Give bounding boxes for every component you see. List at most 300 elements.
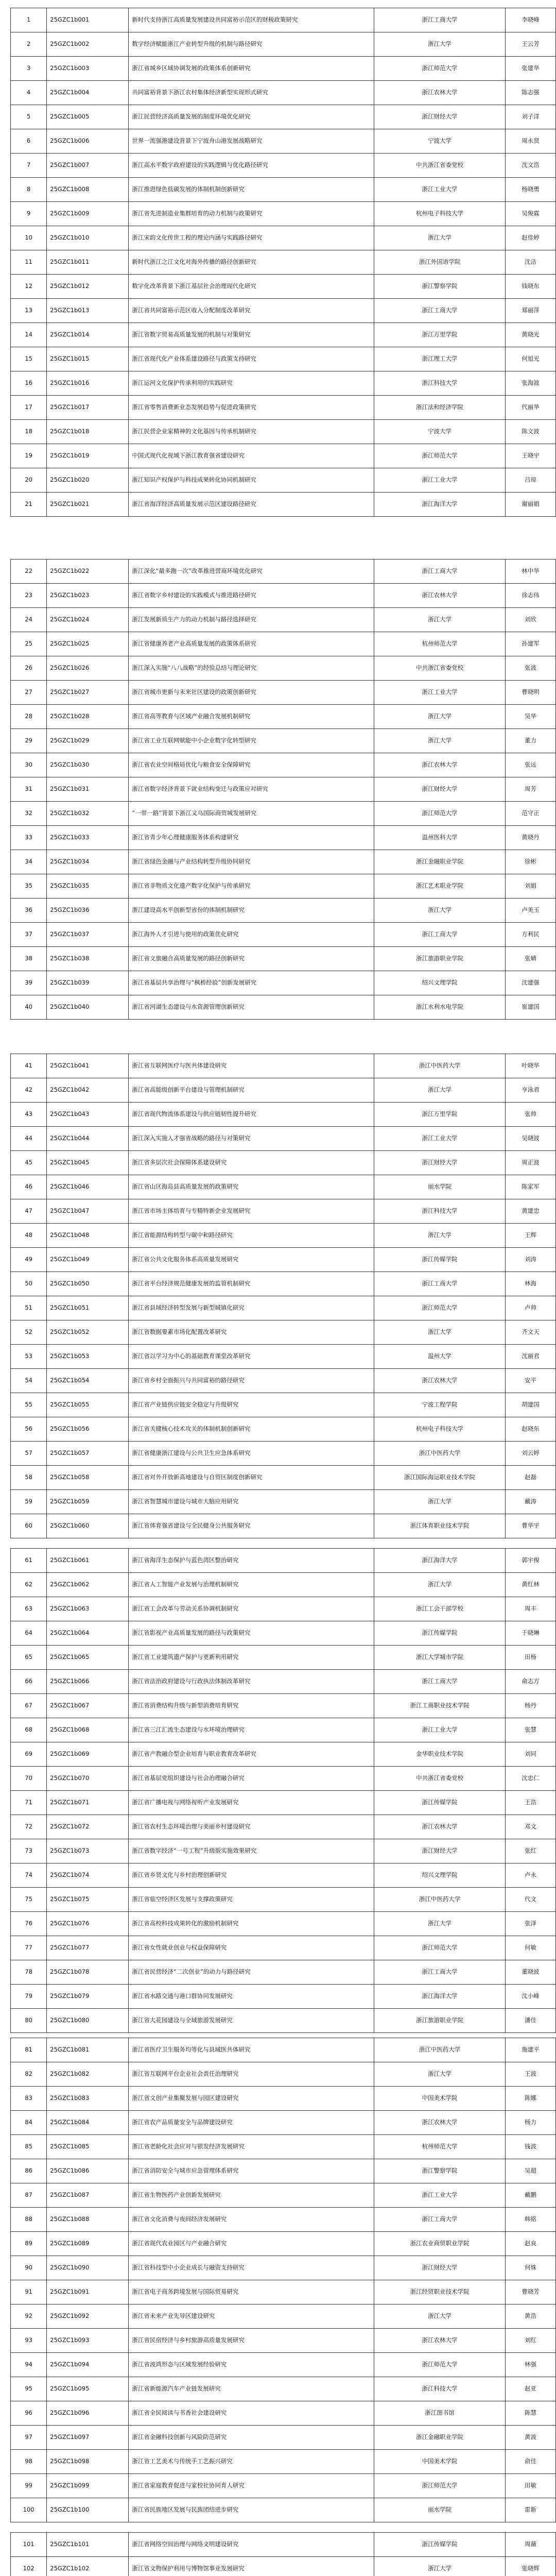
project-code: 25GZC1b037 — [47, 923, 129, 947]
project-code: 25GZC1b004 — [47, 81, 129, 105]
row-number: 73 — [11, 1839, 47, 1863]
table-row — [11, 923, 556, 947]
institution: 浙江师范大学 — [374, 1936, 506, 1960]
project-title: 浙江省文创产业集聚发展与园区建设研究 — [129, 2087, 374, 2111]
table-row — [11, 1597, 556, 1621]
project-title: 浙江省海洋生态保护与蓝色湾区整治研究 — [129, 1549, 374, 1573]
row-number: 40 — [11, 995, 47, 1020]
project-title: 浙江省法治政府建设与行政执法体制改革研究 — [129, 1670, 374, 1694]
project-title: 浙江省数字经济“一号工程”升级版实施效果研究 — [129, 1839, 374, 1863]
project-title: 浙江省数据要素市场化配置改革研究 — [129, 1320, 374, 1345]
table-row — [11, 2232, 556, 2256]
project-code: 25GZC1b082 — [47, 2062, 129, 2087]
table-row — [11, 2135, 556, 2159]
row-number: 12 — [11, 275, 47, 299]
project-leader: 张红 — [506, 1839, 556, 1863]
institution: 浙江工会干部学校 — [374, 1597, 506, 1621]
institution: 浙江警察学院 — [374, 275, 506, 299]
project-leader: 代文 — [506, 1888, 556, 1912]
table-row — [11, 226, 556, 250]
project-title: 浙江民营经济高质量发展的制度环境优化研究 — [129, 105, 374, 129]
project-leader: 谢丽娟 — [505, 493, 555, 517]
project-leader: 徐志伟 — [506, 584, 556, 608]
table-row — [11, 705, 556, 729]
project-leader: 刘云婷 — [505, 1442, 555, 1466]
table-row — [11, 560, 556, 584]
institution: 浙江大学 — [374, 1320, 506, 1345]
table-row — [11, 2111, 556, 2135]
project-leader: 曹晓明 — [506, 681, 556, 705]
project-title: 浙江省电子商务跨境发展与国际贸易研究 — [129, 2280, 374, 2304]
project-code: 25GZC1b017 — [47, 396, 129, 420]
row-number: 76 — [11, 1912, 47, 1936]
project-title: 浙江省体育强省建设与全民健身公共服务研究 — [129, 1514, 374, 1538]
row-number: 98 — [11, 2450, 47, 2474]
table-row — [11, 584, 556, 608]
table-row — [11, 1621, 556, 1646]
table-row — [11, 2304, 556, 2329]
project-code: 25GZC1b058 — [47, 1466, 129, 1490]
project-code: 25GZC1b071 — [47, 1791, 129, 1815]
project-code: 25GZC1b091 — [47, 2280, 129, 2304]
table-row — [11, 1466, 556, 1490]
row-number: 48 — [11, 1224, 47, 1248]
project-code: 25GZC1b030 — [47, 753, 129, 777]
row-number: 41 — [11, 1054, 47, 1078]
row-number: 25 — [11, 632, 47, 656]
institution: 浙江艺术职业学院 — [374, 874, 506, 899]
institution: 杭州师范大学 — [374, 632, 506, 656]
project-code: 25GZC1b012 — [47, 275, 129, 299]
table-row — [11, 2256, 556, 2280]
project-title: 浙江省非物质文化遗产数字化保护与传承研究 — [129, 874, 374, 899]
project-leader: 赵亚 — [505, 2377, 555, 2401]
project-title: 浙江省工业建筑遗产保护与更新利用研究 — [129, 1646, 374, 1670]
project-title: 浙江省绿色金融与产业结构转型升级协同研究 — [129, 850, 374, 874]
project-leader: 赵良 — [505, 2232, 555, 2256]
project-title: 浙江高水平数字政府建设的实践逻辑与优化路径研究 — [129, 154, 374, 178]
project-code: 25GZC1b032 — [47, 802, 129, 826]
project-leader: 叶晓华 — [505, 1054, 555, 1078]
project-leader: 张海波 — [505, 371, 555, 396]
project-code: 25GZC1b073 — [47, 1839, 129, 1863]
table-row — [11, 971, 556, 995]
project-leader: 黄晓丹 — [506, 826, 556, 850]
institution: 浙江海洋大学 — [374, 1549, 506, 1573]
row-number: 52 — [11, 1320, 47, 1345]
institution: 浙江外国语学院 — [374, 250, 506, 275]
project-title: 浙江省市场主体培育与专精特新企业发展研究 — [129, 1199, 374, 1224]
table-row — [11, 347, 556, 371]
project-leader: 张慧 — [506, 1718, 556, 1742]
institution: 宁波大学 — [374, 129, 506, 154]
table-row — [11, 1345, 556, 1369]
project-code: 25GZC1b060 — [47, 1514, 129, 1538]
project-code: 25GZC1b072 — [47, 1815, 129, 1839]
institution: 浙江图书馆 — [374, 2401, 506, 2426]
project-leader: 孙建军 — [506, 632, 556, 656]
table-row — [11, 2450, 556, 2474]
project-code: 25GZC1b003 — [47, 57, 129, 81]
project-leader: 俞佳 — [505, 2450, 555, 2474]
project-leader: 林强 — [505, 2353, 555, 2377]
institution: 浙江海洋大学 — [374, 493, 506, 517]
project-code: 25GZC1b099 — [47, 2474, 129, 2498]
project-title: 浙江省工业互联网赋能中小企业数字化转型研究 — [129, 729, 374, 753]
row-number: 90 — [11, 2256, 47, 2280]
row-number: 87 — [11, 2183, 47, 2208]
row-number: 86 — [11, 2159, 47, 2183]
project-title: 浙江省数字经济背景下就业结构变迁与政策应对研究 — [129, 777, 374, 802]
project-code: 25GZC1b080 — [47, 2009, 129, 2033]
institution: 浙江中医药大学 — [374, 1054, 506, 1078]
row-number: 79 — [11, 1985, 47, 2009]
row-number: 72 — [11, 1815, 47, 1839]
row-number: 65 — [11, 1646, 47, 1670]
table-row — [11, 1960, 556, 1985]
row-number: 19 — [11, 444, 47, 468]
project-title: 浙江省数字乡村建设的实践模式与推进路径研究 — [129, 584, 374, 608]
institution: 浙江财经大学 — [374, 1839, 506, 1863]
institution: 浙江传媒学院 — [374, 1621, 506, 1646]
institution: 浙江财经大学 — [374, 105, 506, 129]
project-leader: 郑丽萍 — [505, 299, 555, 323]
project-code: 25GZC1b026 — [47, 656, 129, 681]
project-code: 25GZC1b078 — [47, 1960, 129, 1985]
institution: 浙江科技大学 — [374, 2377, 506, 2401]
table-row — [11, 2377, 556, 2401]
project-code: 25GZC1b014 — [47, 323, 129, 347]
project-leader: 卢永 — [506, 1863, 556, 1888]
table-row — [11, 202, 556, 226]
row-number: 9 — [11, 202, 47, 226]
project-code: 25GZC1b008 — [47, 178, 129, 202]
table-row — [11, 1791, 556, 1815]
table-row — [11, 2280, 556, 2304]
project-title: 浙江省新能源汽车产业链发展研究 — [129, 2377, 374, 2401]
project-title: 世界一流强港建设背景下宁波舟山港发展战略研究 — [129, 129, 374, 154]
institution: 浙江金融职业学院 — [374, 2426, 506, 2450]
project-leader: 沈忠仁 — [506, 1767, 556, 1791]
project-leader: 黄晓光 — [505, 323, 555, 347]
row-number: 56 — [11, 1417, 47, 1442]
project-code: 25GZC1b010 — [47, 226, 129, 250]
table-row — [11, 1442, 556, 1466]
project-table — [10, 1054, 556, 1538]
institution: 浙江大学 — [374, 899, 506, 923]
project-leader: 吴晓波 — [505, 1127, 555, 1151]
project-title: 浙江省女性就业创业与权益保障研究 — [129, 1936, 374, 1960]
project-code: 25GZC1b095 — [47, 2377, 129, 2401]
project-code: 25GZC1b013 — [47, 299, 129, 323]
table-row — [11, 1936, 556, 1960]
project-leader: 张波 — [506, 656, 556, 681]
project-leader: 王云芳 — [505, 32, 555, 57]
institution: 浙江师范大学 — [374, 57, 506, 81]
row-number: 96 — [11, 2401, 47, 2426]
project-title: 浙江省现代物流体系建设与供应链韧性提升研究 — [129, 1103, 374, 1127]
row-number: 63 — [11, 1597, 47, 1621]
table-row — [11, 947, 556, 971]
project-leader: 代丽华 — [505, 396, 555, 420]
project-code: 25GZC1b092 — [47, 2304, 129, 2329]
institution: 浙江国际海运职业技术学院 — [374, 1466, 506, 1490]
project-leader: 刘同 — [506, 1742, 556, 1767]
project-leader: 张泽 — [506, 1912, 556, 1936]
institution: 浙江财经大学 — [374, 2256, 506, 2280]
project-table — [10, 2038, 556, 2522]
row-number: 80 — [11, 2009, 47, 2033]
table-row — [11, 1815, 556, 1839]
table-row — [11, 1054, 556, 1078]
row-number: 32 — [11, 802, 47, 826]
table-row — [11, 371, 556, 396]
project-code: 25GZC1b102 — [47, 2557, 129, 2576]
row-number: 97 — [11, 2426, 47, 2450]
project-leader: 周芳 — [506, 777, 556, 802]
table-row — [11, 178, 556, 202]
table-row — [11, 81, 556, 105]
project-title: 浙江省能源结构转型与碳中和路径研究 — [129, 1224, 374, 1248]
project-leader: 周正波 — [505, 1151, 555, 1175]
row-number: 26 — [11, 656, 47, 681]
project-leader: 王波 — [505, 2062, 555, 2087]
institution: 浙江工业大学 — [374, 468, 506, 493]
project-leader: 周丰 — [506, 1597, 556, 1621]
project-leader: 杨丹 — [506, 1694, 556, 1718]
project-code: 25GZC1b079 — [47, 1985, 129, 2009]
project-leader: 曹晓芳 — [505, 2280, 555, 2304]
institution: 浙江工商大学 — [374, 560, 506, 584]
project-title: 浙江省金融科技创新与风险防范研究 — [129, 2426, 374, 2450]
project-leader: 刘子洋 — [505, 105, 555, 129]
project-code: 25GZC1b016 — [47, 371, 129, 396]
institution: 浙江农林大学 — [374, 81, 506, 105]
project-leader: 吴俊霖 — [505, 202, 555, 226]
row-number: 89 — [11, 2232, 47, 2256]
institution: 绍兴文理学院 — [374, 971, 506, 995]
institution: 浙江大学 — [374, 729, 506, 753]
project-leader: 赵晓东 — [505, 1417, 555, 1442]
row-number: 50 — [11, 1272, 47, 1296]
project-leader: 曹华宇 — [505, 1514, 555, 1538]
table-row — [11, 1248, 556, 1272]
institution: 浙江大学 — [374, 2062, 506, 2087]
project-title: 浙江省临空经济区发展与支撑政策研究 — [129, 1888, 374, 1912]
project-title: 浙江省消防安全与城市应急管理体系研究 — [129, 2159, 374, 2183]
row-number: 13 — [11, 299, 47, 323]
table-row — [11, 1573, 556, 1597]
institution: 杭州师范大学 — [374, 2135, 506, 2159]
institution: 浙江万里学院 — [374, 1103, 506, 1127]
table-row — [11, 1694, 556, 1718]
row-number: 20 — [11, 468, 47, 493]
row-number: 51 — [11, 1296, 47, 1320]
table-row — [11, 32, 556, 57]
row-number: 93 — [11, 2329, 47, 2353]
project-code: 25GZC1b061 — [47, 1549, 129, 1573]
row-number: 10 — [11, 226, 47, 250]
institution: 浙江大学 — [374, 1078, 506, 1103]
project-title: 浙江省基层共享治理与“枫桥经验”创新发展研究 — [129, 971, 374, 995]
institution: 浙江工商大学 — [374, 2208, 506, 2232]
institution: 中共浙江省委党校 — [374, 656, 506, 681]
project-code: 25GZC1b024 — [47, 608, 129, 632]
institution: 浙江万里学院 — [374, 323, 506, 347]
project-title: 浙江省影视产业高质量发展的路径与政策研究 — [129, 1621, 374, 1646]
row-number: 92 — [11, 2304, 47, 2329]
project-leader: 赵佳婷 — [505, 226, 555, 250]
institution: 浙江科技大学 — [374, 1199, 506, 1224]
row-number: 4 — [11, 81, 47, 105]
table-row — [11, 608, 556, 632]
project-leader: 陈文波 — [505, 420, 555, 444]
project-leader: 徐彬 — [506, 850, 556, 874]
row-number: 6 — [11, 129, 47, 154]
project-code: 25GZC1b015 — [47, 347, 129, 371]
project-title: 浙江省农业空间格局优化与粮食安全保障研究 — [129, 753, 374, 777]
institution: 浙江师范大学 — [374, 1296, 506, 1320]
project-code: 25GZC1b036 — [47, 899, 129, 923]
institution: 浙江金融职业学院 — [374, 850, 506, 874]
project-leader: 齐文天 — [505, 1320, 555, 1345]
institution: 浙江大学 — [374, 1912, 506, 1936]
table-row — [11, 129, 556, 154]
row-number: 1 — [11, 8, 47, 32]
table-row — [11, 468, 556, 493]
project-code: 25GZC1b052 — [47, 1320, 129, 1345]
project-title: 浙江省高能级创新平台建设与管理机制研究 — [129, 1078, 374, 1103]
row-number: 54 — [11, 1369, 47, 1393]
institution: 浙江海洋大学 — [374, 1985, 506, 2009]
table-row — [11, 1718, 556, 1742]
row-number: 17 — [11, 396, 47, 420]
project-code: 25GZC1b031 — [47, 777, 129, 802]
project-code: 25GZC1b090 — [47, 2256, 129, 2280]
project-leader: 陈家军 — [505, 1175, 555, 1199]
institution: 浙江农林大学 — [374, 753, 506, 777]
institution: 浙江大学 — [374, 608, 506, 632]
project-code: 25GZC1b041 — [47, 1054, 129, 1078]
institution: 浙江体育职业技术学院 — [374, 1514, 506, 1538]
table-row — [11, 1272, 556, 1296]
row-number: 99 — [11, 2474, 47, 2498]
project-title: 浙江省医疗卫生服务均等化与县域医共体研究 — [129, 2038, 374, 2062]
table-row — [11, 826, 556, 850]
project-leader: 董晓波 — [506, 1960, 556, 1985]
project-title: 浙江省共同富裕示范区收入分配制度改革研究 — [129, 299, 374, 323]
table-row — [11, 995, 556, 1020]
project-title: 浙江省农村生态环境治理与美丽乡村建设研究 — [129, 1815, 374, 1839]
institution: 中国美术学院 — [374, 2087, 506, 2111]
institution: 浙江大学 — [374, 2557, 506, 2576]
project-title: 浙江省海洋经济高质量发展示范区建设路径研究 — [129, 493, 374, 517]
table-row — [11, 323, 556, 347]
institution: 中共浙江省委党校 — [374, 1767, 506, 1791]
table-row — [11, 2401, 556, 2426]
project-code: 25GZC1b050 — [47, 1272, 129, 1296]
row-number: 42 — [11, 1078, 47, 1103]
project-title: 浙江省城乡区域协调发展的政策体系创新研究 — [129, 57, 374, 81]
project-code: 25GZC1b096 — [47, 2401, 129, 2426]
row-number: 47 — [11, 1199, 47, 1224]
project-code: 25GZC1b077 — [47, 1936, 129, 1960]
row-number: 62 — [11, 1573, 47, 1597]
project-code: 25GZC1b011 — [47, 250, 129, 275]
table-row — [11, 1199, 556, 1224]
project-title: 浙江宋韵文化传世工程的理论内涵与实践路径研究 — [129, 226, 374, 250]
table-row — [11, 656, 556, 681]
row-number: 66 — [11, 1670, 47, 1694]
institution: 浙江工业大学 — [374, 681, 506, 705]
row-number: 83 — [11, 2087, 47, 2111]
project-title: 浙江省县域经济转型发展与新型城镇化研究 — [129, 1296, 374, 1320]
institution: 浙江工商职业技术学院 — [374, 1694, 506, 1718]
project-leader: 范守正 — [506, 802, 556, 826]
project-code: 25GZC1b038 — [47, 947, 129, 971]
row-number: 69 — [11, 1742, 47, 1767]
project-title: 浙江省山区海岛县高质量发展的政策研究 — [129, 1175, 374, 1199]
project-code: 25GZC1b076 — [47, 1912, 129, 1936]
institution: 浙江工业大学 — [374, 1127, 506, 1151]
project-code: 25GZC1b027 — [47, 681, 129, 705]
project-title: 浙江省河湖生态建设与水资源管理创新研究 — [129, 995, 374, 1020]
institution: 浙江大学 — [374, 32, 506, 57]
table-row — [11, 275, 556, 299]
project-code: 25GZC1b059 — [47, 1490, 129, 1514]
project-code: 25GZC1b065 — [47, 1646, 129, 1670]
project-leader: 刘娟 — [506, 874, 556, 899]
project-code: 25GZC1b046 — [47, 1175, 129, 1199]
project-code: 25GZC1b053 — [47, 1345, 129, 1369]
project-code: 25GZC1b097 — [47, 2426, 129, 2450]
row-number: 24 — [11, 608, 47, 632]
project-leader: 崔建国 — [506, 995, 556, 1020]
institution: 浙江师范大学 — [374, 802, 506, 826]
project-title: 浙江省工艺美术与传统手工艺振兴研究 — [129, 2450, 374, 2474]
project-leader: 刘欣 — [506, 608, 556, 632]
project-leader: 戴鹏 — [505, 2183, 555, 2208]
institution: 浙江工业大学 — [374, 178, 506, 202]
project-code: 25GZC1b019 — [47, 444, 129, 468]
row-number: 64 — [11, 1621, 47, 1646]
project-title: 浙江省关键核心技术攻关的体制机制创新研究 — [129, 1417, 374, 1442]
institution: 温州大学 — [374, 1345, 506, 1369]
project-title: 浙江省互联网医疗与医共体建设研究 — [129, 1054, 374, 1078]
row-number: 11 — [11, 250, 47, 275]
project-title: 浙江省现代农业园区与产业融合研究 — [129, 2232, 374, 2256]
row-number: 71 — [11, 1791, 47, 1815]
institution: 浙江工商大学 — [374, 8, 506, 32]
institution: 浙江科技大学 — [374, 371, 506, 396]
project-leader: 吴超 — [505, 2159, 555, 2183]
project-title: 浙江省大花园建设与全域旅游发展研究 — [129, 2009, 374, 2033]
project-title: 浙江省文旅融合高质量发展的路径创新研究 — [129, 947, 374, 971]
project-leader: 卢美玉 — [506, 899, 556, 923]
institution: 浙江农林大学 — [374, 584, 506, 608]
table-row — [11, 2159, 556, 2183]
project-code: 25GZC1b069 — [47, 1742, 129, 1767]
table-row — [11, 2474, 556, 2498]
project-leader: 俞志方 — [506, 1670, 556, 1694]
institution: 中国美术学院 — [374, 2450, 506, 2474]
project-code: 25GZC1b056 — [47, 1417, 129, 1442]
institution: 浙江大学 — [374, 2304, 506, 2329]
table-row — [11, 2038, 556, 2062]
project-title: 浙江省民族地区发展与民族团结进步研究 — [129, 2498, 374, 2522]
project-code: 25GZC1b035 — [47, 874, 129, 899]
institution: 浙江中医药大学 — [374, 2038, 506, 2062]
